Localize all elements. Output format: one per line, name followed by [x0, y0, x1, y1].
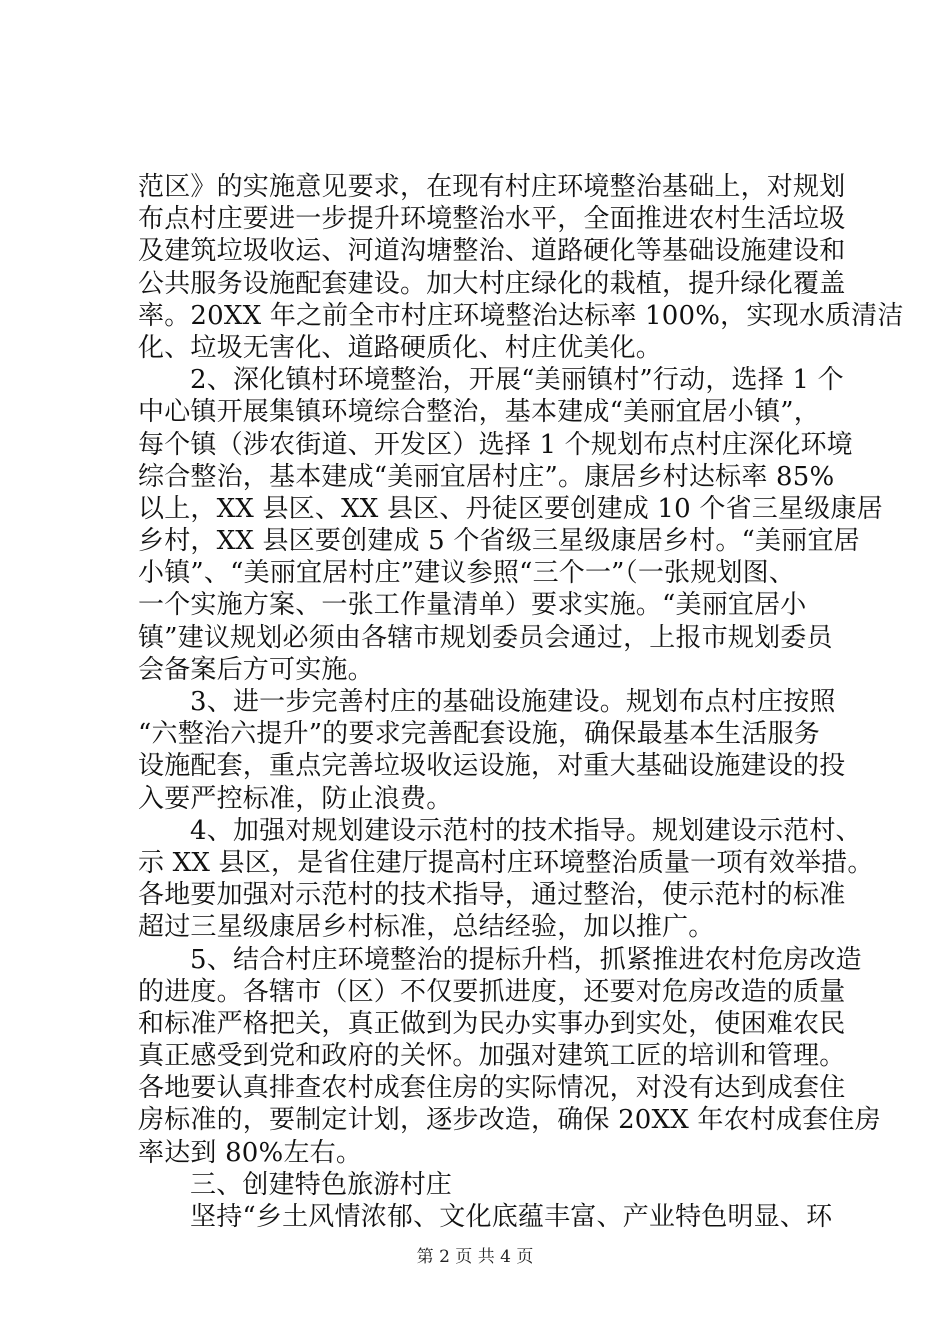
text-line: 真正感受到党和政府的关怀。加强对建筑工匠的培训和管理。	[138, 1041, 846, 1072]
text-line: 各地要加强对示范村的技术指导，通过整治，使示范村的标准	[138, 880, 846, 911]
paragraph-start-line: 4、加强对规划建设示范村的技术指导。规划建设示范村、	[190, 815, 862, 846]
text-line: 会备案后方可实施。	[138, 654, 374, 685]
paragraph-start-line: 3、进一步完善村庄的基础设施建设。规划布点村庄按照	[190, 687, 836, 717]
paragraph-start-line: 2、深化镇村环境整治，开展“美丽镇村”行动，选择 1 个	[190, 365, 844, 396]
text-line: 的进度。各辖市（区）不仅要抓进度，还要对危房改造的质量	[138, 976, 846, 1007]
text-line: 化、垃圾无害化、道路硬质化、村庄优美化。	[138, 332, 663, 363]
paragraph-start-line: 坚持“乡土风情浓郁、文化底蕴丰富、产业特色明显、环	[190, 1202, 833, 1232]
text-line: 乡村，XX 县区要创建成 5 个省级三星级康居乡村。“美丽宜居	[138, 526, 860, 557]
text-line: 率。20XX 年之前全市村庄环境整治达标率 100%，实现水质清洁	[138, 300, 904, 331]
text-line: 各地要认真排查农村成套住房的实际情况，对没有达到成套住	[138, 1073, 846, 1104]
text-line: 入要严控标准，防止浪费。	[138, 783, 453, 814]
text-line: 一个实施方案、一张工作量清单）要求实施。“美丽宜居小	[138, 590, 807, 621]
document-body	[138, 171, 904, 1233]
text-line: 镇”建议规划必须由各辖市规划委员会通过，上报市规划委员	[138, 622, 833, 653]
text-line: 及建筑垃圾收运、河道沟塘整治、道路硬化等基础设施建设和	[138, 236, 846, 267]
page-number-footer: 第 2 页 共 4 页	[416, 1247, 534, 1267]
text-line: 以上，XX 县区、XX 县区、丹徒区要创建成 10 个省三星级康居	[138, 493, 883, 524]
text-line: 设施配套，重点完善垃圾收运设施，对重大基础设施建设的投	[138, 751, 846, 782]
text-line: 中心镇开展集镇环境综合整治，基本建成“美丽宜居小镇”，	[138, 397, 820, 428]
paragraph-start-line: 5、结合村庄环境整治的提标升档，抓紧推进农村危房改造	[190, 944, 862, 975]
text-line: 超过三星级康居乡村标准，总结经验，加以推广。	[138, 912, 715, 943]
text-line: 每个镇（涉农街道、开发区）选择 1 个规划布点村庄深化环境	[138, 429, 853, 460]
text-line: 示 XX 县区，是省住建厅提高村庄环境整治质量一项有效举措。	[138, 847, 874, 878]
text-line: 房标准的，要制定计划，逐步改造，确保 20XX 年农村成套住房	[138, 1105, 881, 1136]
text-line: 小镇”、“美丽宜居村庄”建议参照“三个一”（一张规划图、	[138, 558, 796, 589]
text-line: 率达到 80%左右。	[138, 1137, 363, 1168]
text-line: 布点村庄要进一步提升环境整治水平，全面推进农村生活垃圾	[138, 204, 846, 235]
section-heading: 三、创建特色旅游村庄	[190, 1169, 453, 1200]
text-line: 和标准严格把关，真正做到为民办实事办到实处，使困难农民	[138, 1008, 846, 1039]
text-line: 范区》的实施意见要求，在现有村庄环境整治基础上，对规划	[138, 172, 846, 202]
text-line: 公共服务设施配套建设。加大村庄绿化的栽植，提升绿化覆盖	[138, 268, 846, 299]
text-line: 综合整治，基本建成“美丽宜居村庄”。康居乡村达标率 85%	[138, 461, 835, 492]
text-line: “六整治六提升”的要求完善配套设施，确保最基本生活服务	[138, 719, 820, 750]
